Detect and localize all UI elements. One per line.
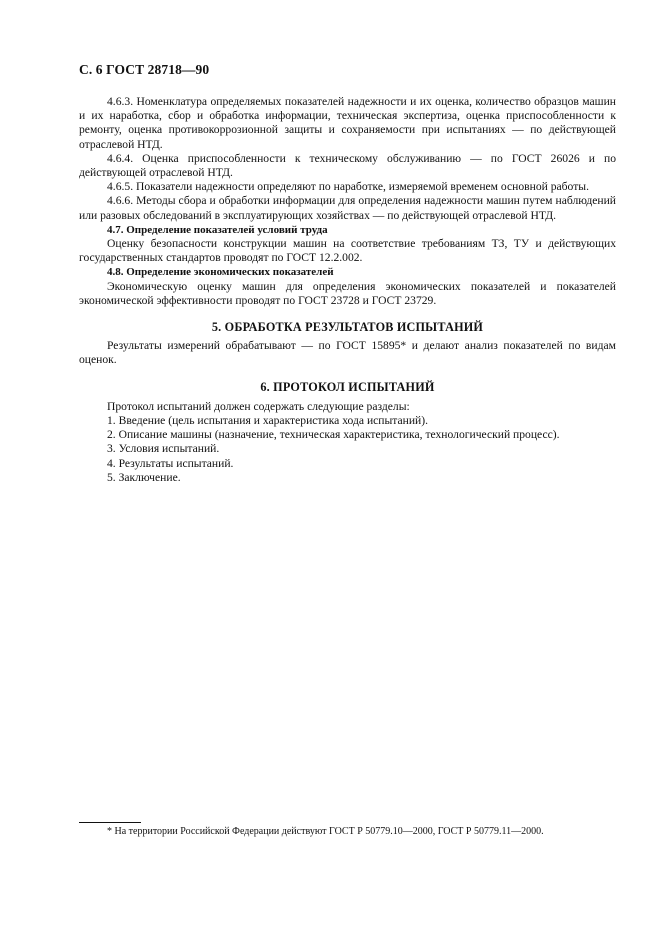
list-item: 2. Описание машины (назначение, техническая характеристика, технологический процесс). [107, 428, 560, 442]
footnote-divider [79, 822, 141, 823]
document-body [79, 95, 616, 485]
paragraph-4-6-6: 4.6.6. Методы сбора и обработки информации для определения надежности машин путем наблюдений или разовых обследований в эксплуатирующих хозяйствах — по действующей отраслевой НТД. [79, 194, 616, 222]
list-item: 1. Введение (цель испытания и характеристика хода испытаний). [107, 414, 429, 428]
paragraph-4-6-5: 4.6.5. Показатели надежности определяют по наработке, измеряемой временем основной работы. [107, 180, 589, 194]
heading-4-8: 4.8. Определение экономических показателей [107, 266, 334, 279]
section-5-title: 5. ОБРАБОТКА РЕЗУЛЬТАТОВ ИСПЫТАНИЙ [211, 320, 484, 335]
list-item: 3. Условия испытаний. [107, 442, 220, 456]
paragraph-4-6-4: 4.6.4. Оценка приспособленности к техническому обслуживанию — по ГОСТ 26026 и по действующей отраслевой НТД. [79, 151, 616, 180]
list-item: 4. Результаты испытаний. [107, 456, 234, 470]
paragraph-4-8: Экономическую оценку машин для определения экономических показателей и показателей экономической эффективности проводят по ГОСТ 23728 и ГОСТ 23729. [79, 279, 616, 307]
heading-4-7: 4.7. Определение показателей условий труда [107, 223, 328, 236]
section-5-text: Результаты измерений обрабатывают — по ГОСТ 15895* и делают анализ показателей по видам оценок. [79, 339, 616, 367]
section-6-intro: Протокол испытаний должен содержать следующие разделы: [107, 399, 410, 413]
footnote: * На территории Российской Федерации действуют ГОСТ Р 50779.10—2000, ГОСТ Р 50779.11—2000. [107, 826, 544, 837]
list-item: 5. Заключение. [107, 470, 181, 484]
paragraph-4-7: Оценку безопасности конструкции машин на соответствие требованиям ТЗ, ТУ и действующих государственных стандартов проводят по ГОСТ 12.2.002. [79, 237, 616, 265]
section-6-title: 6. ПРОТОКОЛ ИСПЫТАНИЙ [260, 379, 435, 394]
paragraph-4-6-3: 4.6.3. Номенклатура определяемых показателей надежности и их оценка, количество образцов машин и их наработка, сбор и обработка информации, техническая экспертиза, оценка приспособленности к ремонту, оценка противокоррозионной защиты и сохраняемости при испытаниях — по действующей отраслевой НТД. [79, 95, 616, 151]
page-header: С. 6 ГОСТ 28718—90 [79, 62, 210, 77]
